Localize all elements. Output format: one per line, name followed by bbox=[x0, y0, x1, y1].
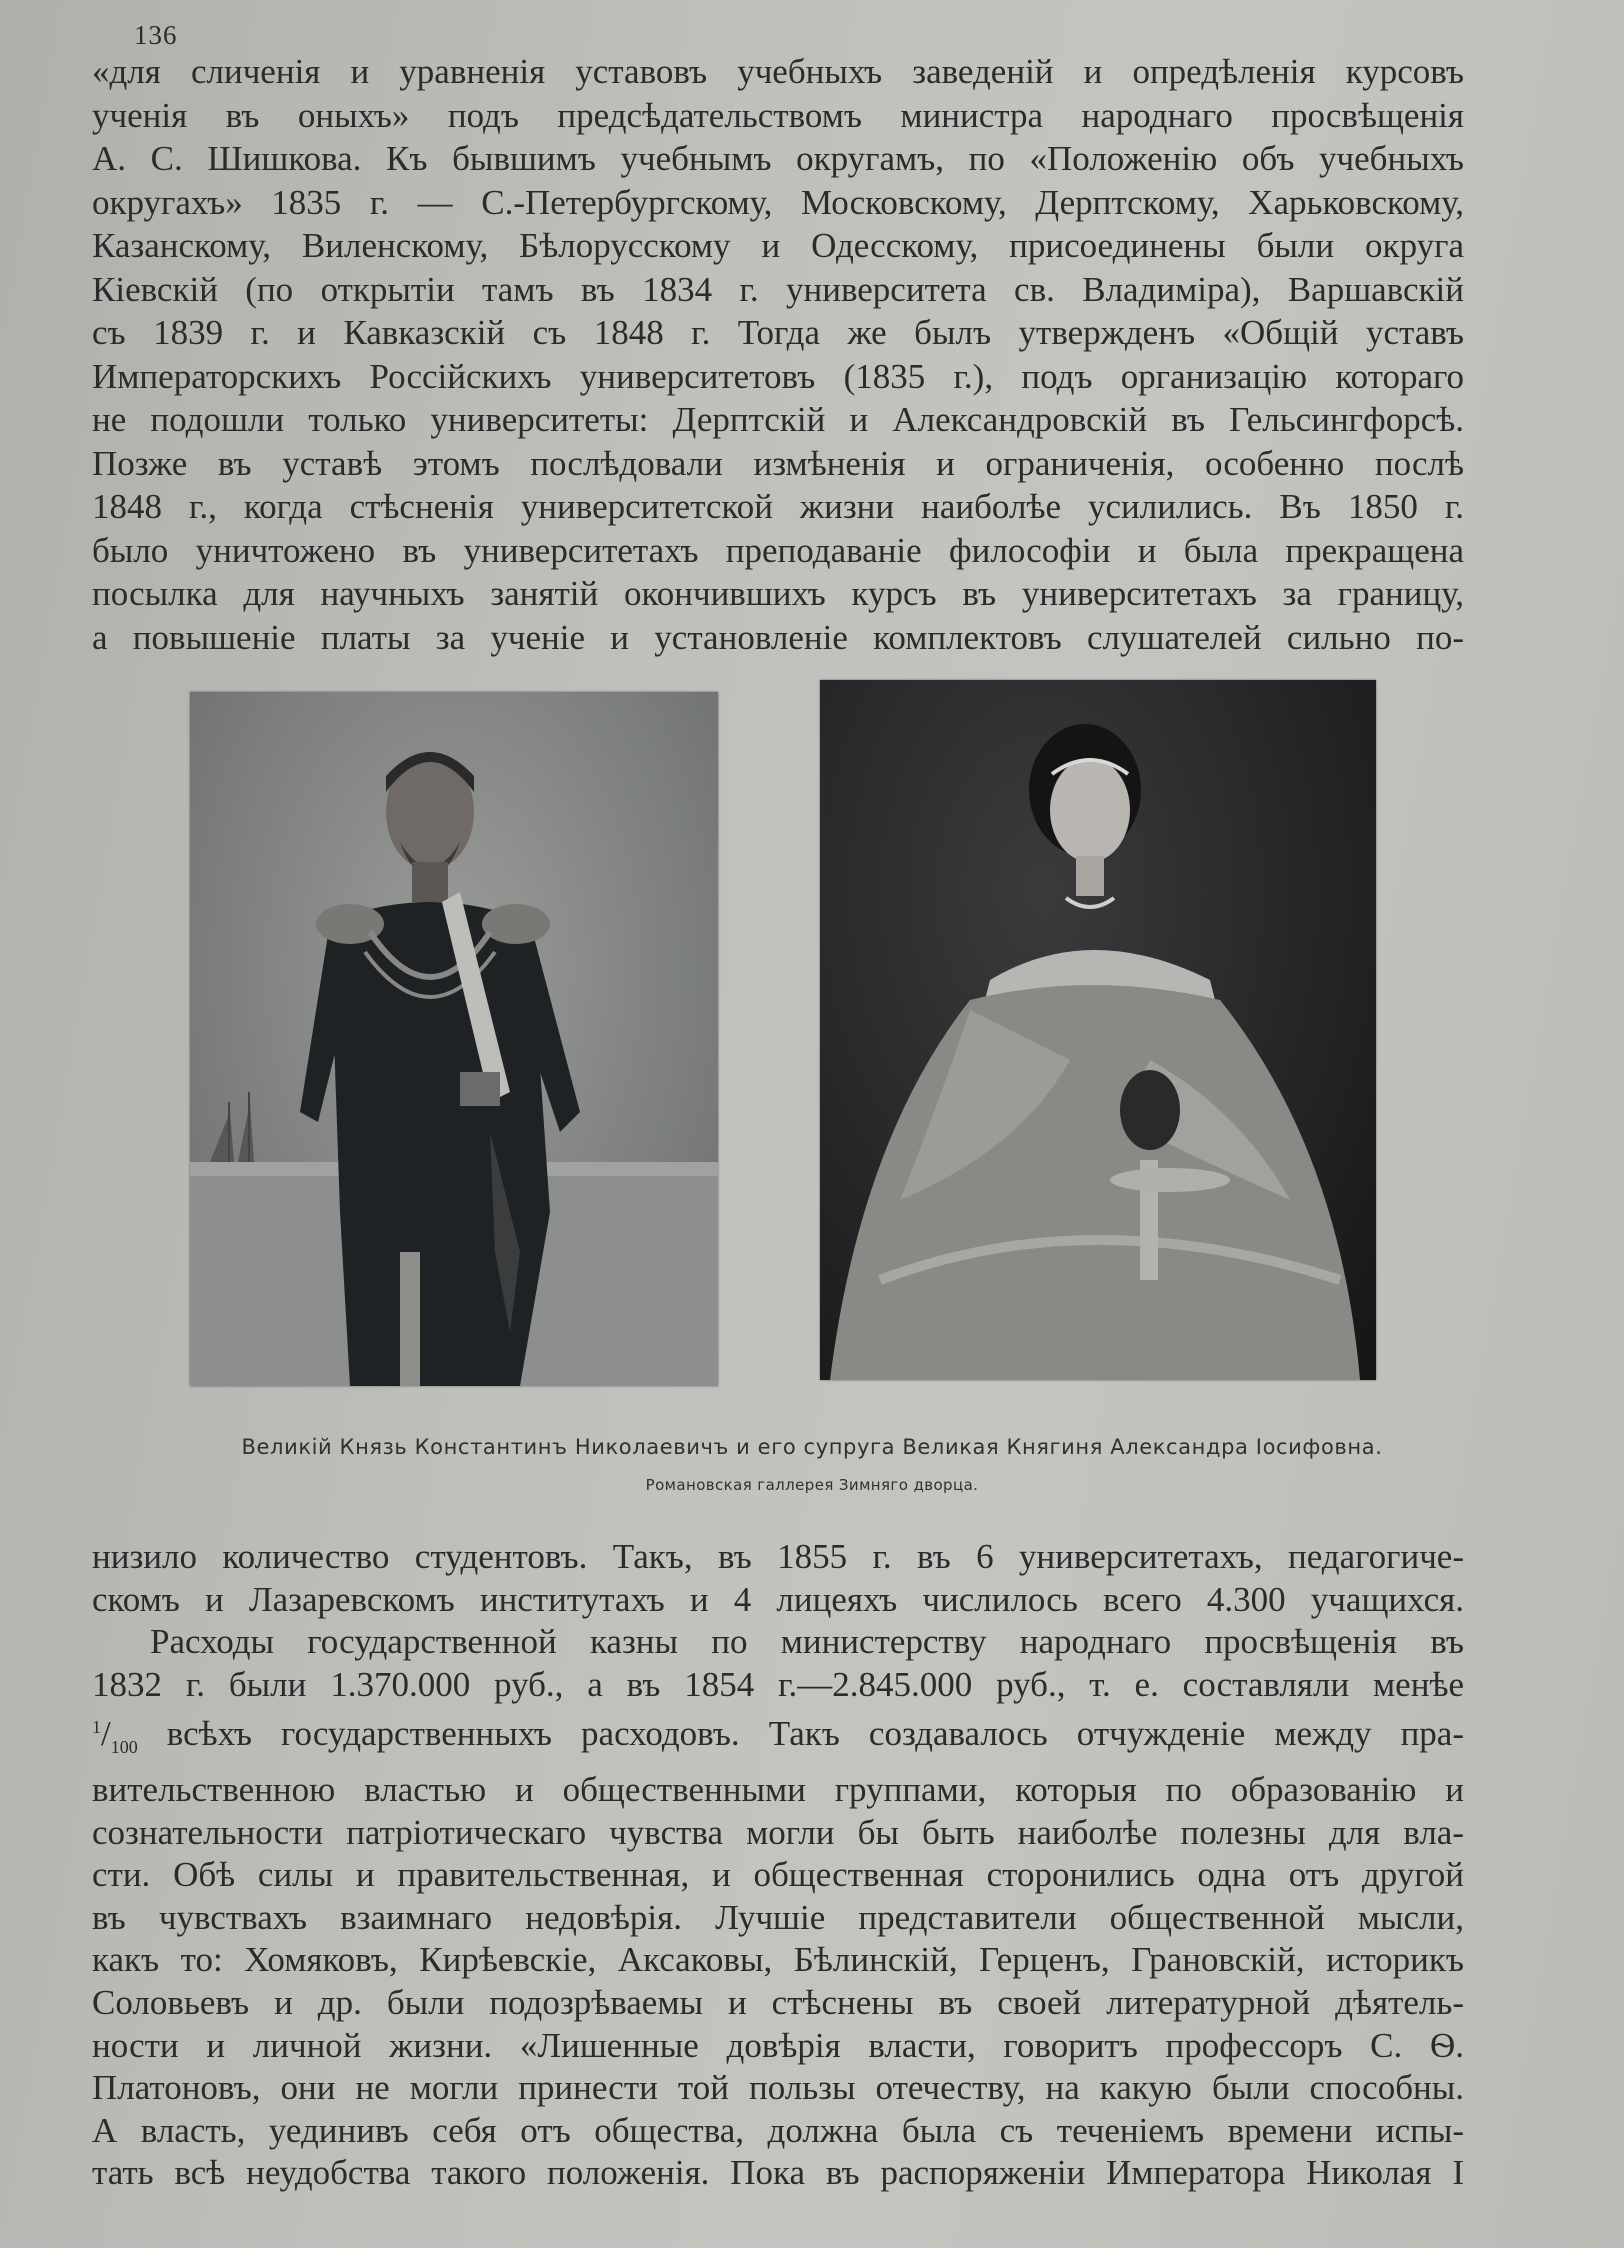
text-line: Кіевскій (по открытіи тамъ въ 1834 г. университета св. Владиміра), Варшавскій bbox=[92, 269, 1464, 309]
text-line: ученія въ оныхъ» подъ предсѣдательствомъ министра народнаго просвѣщенія bbox=[92, 95, 1464, 135]
text-line: скомъ и Лазаревскомъ институтахъ и 4 лицеяхъ числилось всего 4.300 учащихся. bbox=[92, 1579, 1464, 1619]
text-line: сознательности патріотическаго чувства могли бы быть наиболѣе полезны для вла- bbox=[92, 1812, 1464, 1852]
text-line: въ чувствахъ взаимнаго недовѣрія. Лучшіе представители общественной мысли, bbox=[92, 1897, 1464, 1937]
top-paragraph bbox=[92, 50, 1464, 659]
text-line: ности и личной жизни. «Лишенные довѣрія власти, говоритъ профессоръ С. Ѳ. bbox=[92, 2025, 1464, 2065]
fraction-denominator: 100 bbox=[110, 1737, 138, 1758]
portrait-grand-duke bbox=[190, 692, 718, 1386]
text-line: Расходы государственной казны по министерству народнаго просвѣщенія въ bbox=[150, 1622, 1464, 1662]
text-line: было уничтожено въ университетахъ преподаваніе философіи и была прекращена bbox=[92, 530, 1464, 570]
text-line: тать всѣ неудобства такого положенія. Пока въ распоряженіи Императора Николая I bbox=[92, 2153, 1464, 2193]
bottom-text bbox=[92, 1536, 1464, 2195]
text-line: сти. Обѣ силы и правительственная, и общественная сторонились одна отъ другой bbox=[92, 1855, 1464, 1895]
portrait-grand-duke-image bbox=[190, 692, 718, 1386]
text-line: Позже въ уставѣ этомъ послѣдовали измѣненія и ограниченія, особенно послѣ bbox=[92, 443, 1464, 483]
text-line: низило количество студентовъ. Такъ, въ 1855 г. въ 6 университетахъ, педагогиче- bbox=[92, 1537, 1464, 1576]
text-line: А. С. Шишкова. Къ бывшимъ учебнымъ округамъ, по «Положенію объ учебныхъ bbox=[92, 139, 1464, 178]
text-line: а повышеніе платы за ученіе и установленіе комплектовъ слушателей сильно по- bbox=[92, 617, 1464, 657]
figure-caption: Великій Князь Константинъ Николаевичъ и его супруга Великая Княгиня Александра Іосифовна. bbox=[241, 1435, 1383, 1459]
text-line: Казанскому, Виленскому, Бѣлорусскому и Одесскому, присоединены были округа bbox=[92, 226, 1464, 265]
text-line: вительственною властью и общественными группами, которыя по образованію и bbox=[92, 1769, 1464, 1809]
text-line: 1848 г., когда стѣсненія университетской жизни наиболѣе усилились. Въ 1850 г. bbox=[92, 487, 1464, 526]
page-number: 136 bbox=[134, 20, 178, 50]
text-line: «для сличенія и уравненія уставовъ учебныхъ заведеній и опредѣленія курсовъ bbox=[92, 52, 1464, 91]
text-line: какъ то: Хомяковъ, Кирѣевскіе, Аксаковы, Бѣлинскій, Герценъ, Грановскій, историкъ bbox=[92, 1940, 1464, 1980]
text-line: 1832 г. были 1.370.000 руб., а въ 1854 г.—2.845.000 руб., т. е. составляли менѣе bbox=[92, 1664, 1464, 1704]
text-line: Соловьевъ и др. были подозрѣваемы и стѣснены въ своей литературной дѣятель- bbox=[92, 1982, 1464, 2022]
figure-source: Романовская галлерея Зимняго дворца. bbox=[645, 1476, 979, 1494]
text-line-with-fraction: $^1/_{100}$ всѣхъ государственныхъ расходовъ. Такъ создавалось отчужденіе между пра- bbox=[92, 1714, 1464, 1758]
text-line: съ 1839 г. и Кавказскій съ 1848 г. Тогда же былъ утвержденъ «Общій уставъ bbox=[92, 313, 1464, 352]
text-line: Императорскихъ Россійскихъ университетовъ (1835 г.), подъ организацію котораго bbox=[92, 356, 1464, 396]
portrait-grand-duchess bbox=[820, 680, 1376, 1380]
text-line: А власть, уединивъ себя отъ общества, должна была съ теченіемъ времени испы- bbox=[92, 2110, 1464, 2150]
fraction-numerator: 1 bbox=[92, 1717, 101, 1738]
portrait-grand-duchess-image bbox=[820, 680, 1376, 1380]
text-fragment: всѣхъ государственныхъ расходовъ. Такъ создавалось отчужденіе между пра- bbox=[137, 1714, 1464, 1754]
text-line: Платоновъ, они не могли принести той пользы отечеству, на какую были способны. bbox=[92, 2068, 1464, 2108]
text-line: округахъ» 1835 г. — С.-Петербургскому, Московскому, Дерптскому, Харьковскому, bbox=[92, 182, 1464, 222]
text-line: посылка для научныхъ занятій окончившихъ курсъ въ университетахъ за границу, bbox=[92, 574, 1464, 613]
text-line: не подошли только университеты: Дерптскій и Александровскій въ Гельсингфорсѣ. bbox=[92, 400, 1464, 439]
